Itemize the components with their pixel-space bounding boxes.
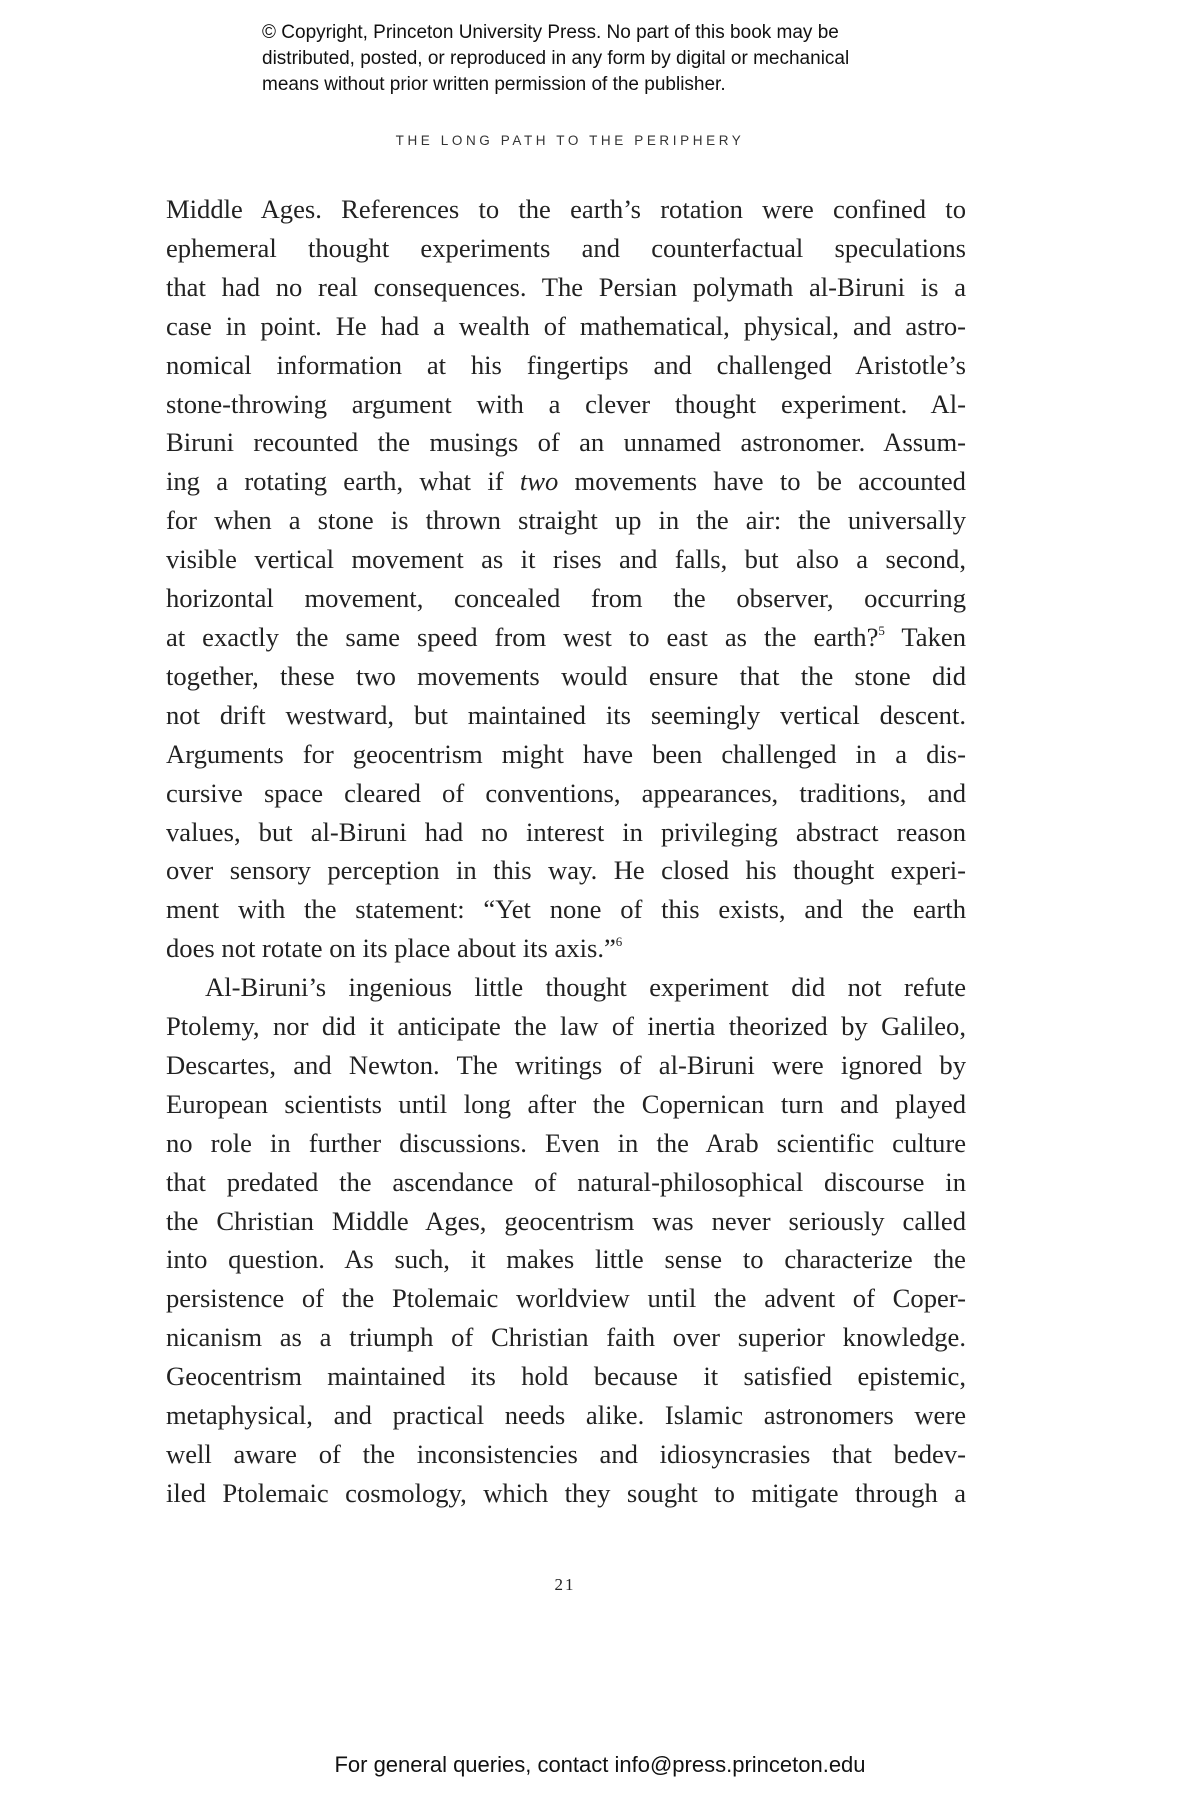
text-line: cursive space cleared of conventions, appearances, traditions, and [166, 777, 966, 808]
text-segment: Taken [884, 621, 966, 652]
text-segment: ing a rotating earth, what if [166, 466, 520, 497]
text-line: visible vertical movement as it rises and falls, but also a second, [166, 544, 966, 575]
text-line: the Christian Middle Ages, geocentrism was never seriously called [166, 1205, 966, 1236]
text-line: for when a stone is thrown straight up in the air: the universally [166, 505, 966, 536]
text-line: Middle Ages. References to the earth’s rotation were confined to [166, 194, 966, 224]
paragraph-1 [166, 190, 966, 968]
text-line: Geocentrism maintained its hold because it satisfied epistemic, [166, 1361, 966, 1392]
emphasis-text: two [519, 466, 559, 497]
text-line [166, 618, 966, 657]
text-line: European scientists until long after the Copernican turn and played [166, 1088, 966, 1119]
footer-contact: For general queries, contact info@press.princeton.edu [334, 1752, 866, 1777]
text-line: that predated the ascendance of natural-philosophical discourse in [166, 1166, 966, 1197]
text-line: case in point. He had a wealth of mathematical, physical, and astro- [166, 310, 966, 341]
paragraph-2 [166, 968, 966, 1513]
running-head: THE LONG PATH TO THE PERIPHERY [395, 133, 745, 148]
footnote-ref: 6 [615, 934, 623, 950]
text-segment: at exactly the same speed from west to east as the earth? [166, 621, 879, 652]
text-line: Al-Biruni’s ingenious little thought experiment did not refute [205, 972, 966, 1003]
text-line: into question. As such, it makes little sense to characterize the [166, 1244, 966, 1275]
text-line: Arguments for geocentrism might have been challenged in a dis- [166, 738, 966, 769]
text-line: Biruni recounted the musings of an unnamed astronomer. Assum- [166, 427, 966, 458]
copyright-line: © Copyright, Princeton University Press. No part of this book may be [262, 22, 839, 43]
text-line: that had no real consequences. The Persian polymath al-Biruni is a [166, 271, 966, 302]
text-segment: movements have to be accounted [558, 466, 966, 497]
text-line: iled Ptolemaic cosmology, which they sought to mitigate through a [166, 1477, 966, 1508]
text-line: not drift westward, but maintained its seemingly vertical descent. [166, 699, 966, 730]
text-line: well aware of the inconsistencies and idiosyncrasies that bedev- [166, 1439, 966, 1469]
text-line: values, but al-Biruni had no interest in privileging abstract reason [166, 816, 966, 847]
page-number: 21 [554, 1575, 576, 1594]
text-line: stone-throwing argument with a clever thought experiment. Al- [166, 388, 966, 419]
text-line: no role in further discussions. Even in the Arab scientific culture [166, 1127, 966, 1158]
text-line: Descartes, and Newton. The writings of al-Biruni were ignored by [166, 1049, 966, 1080]
text-line: over sensory perception in this way. He closed his thought experi- [166, 855, 966, 886]
text-line: nicanism as a triumph of Christian faith over superior knowledge. [166, 1322, 966, 1353]
text-line: horizontal movement, concealed from the observer, occurring [166, 583, 966, 614]
text-segment: does not rotate on its place about its axis.” [166, 933, 616, 964]
text-line [166, 462, 966, 501]
text-line: persistence of the Ptolemaic worldview until the advent of Coper- [166, 1283, 966, 1314]
copyright-notice [262, 20, 962, 98]
text-line: together, these two movements would ensure that the stone did [166, 660, 966, 691]
footnote-ref: 5 [878, 622, 885, 638]
copyright-line: means without prior written permission of the publisher. [262, 74, 726, 95]
text-line: ment with the statement: “Yet none of this exists, and the earth [166, 894, 966, 925]
text-line: nomical information at his fingertips and challenged Aristotle’s [166, 349, 966, 380]
text-line: Ptolemy, nor did it anticipate the law of inertia theorized by Galileo, [166, 1011, 966, 1042]
body-text [166, 190, 966, 1513]
text-line: metaphysical, and practical needs alike. Islamic astronomers were [166, 1400, 966, 1431]
text-line [166, 929, 966, 968]
copyright-line: distributed, posted, or reproduced in any form by digital or mechanical [262, 48, 850, 69]
text-line: ephemeral thought experiments and counterfactual speculations [166, 232, 966, 263]
